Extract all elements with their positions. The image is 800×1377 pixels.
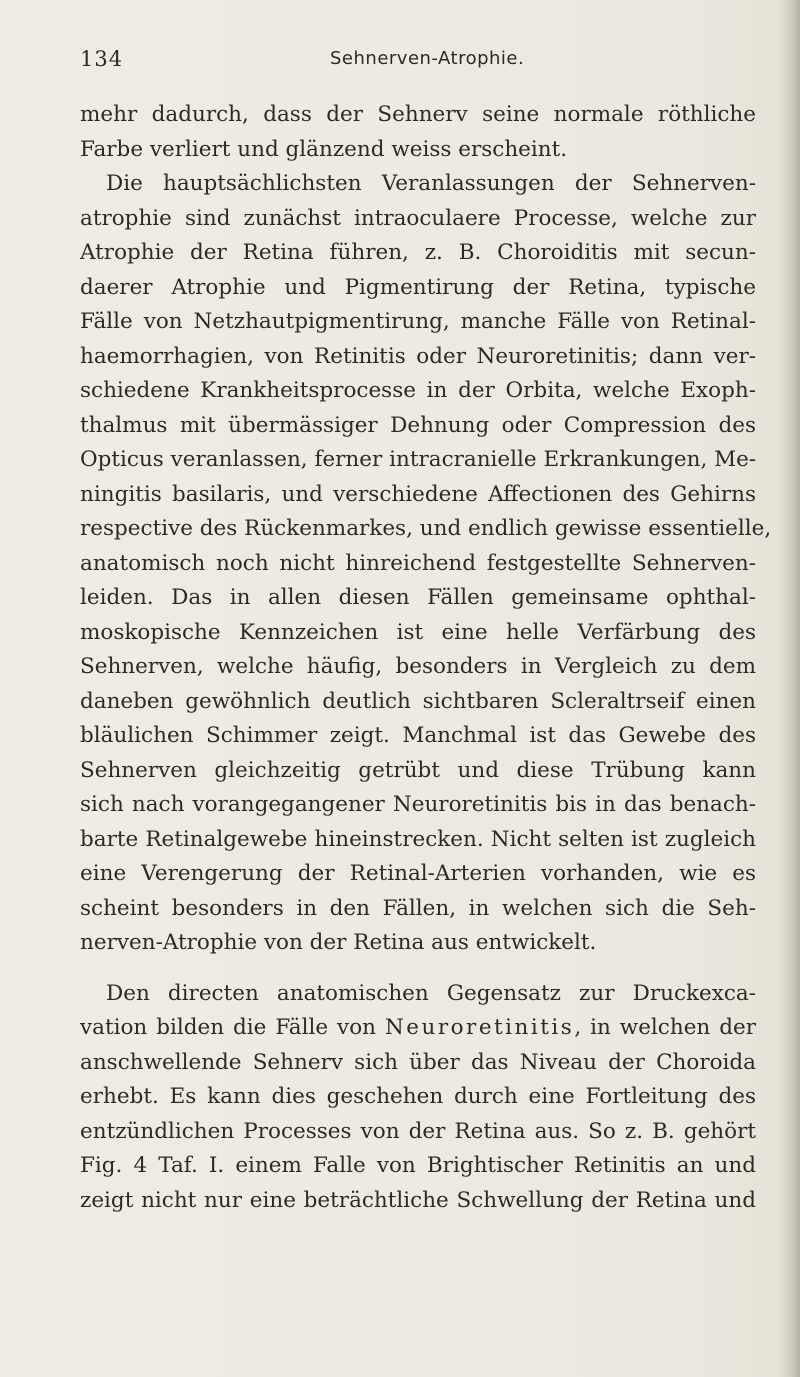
paragraph-spacer bbox=[80, 961, 756, 977]
text-line: nerven-Atrophie von der Retina aus entwickelt. bbox=[80, 930, 597, 955]
text-line: anatomisch noch nicht hinreichend festgestellte Sehnerven- bbox=[80, 550, 756, 576]
page-header bbox=[80, 47, 720, 77]
text-line: zeigt nicht nur eine beträchtliche Schwellung der Retina und bbox=[80, 1187, 756, 1213]
text-fragment: vation bilden die Fälle von bbox=[80, 1015, 385, 1040]
text-line: Sehnerven, welche häufig, besonders in Vergleich zu dem bbox=[80, 654, 756, 679]
text-line: Fig. 4 Taf. I. einem Falle von Brightischer Retinitis an und bbox=[80, 1153, 756, 1178]
text-line: respective des Rückenmarkes, und endlich gewisse essentielle, bbox=[80, 516, 772, 541]
text-line: bläulichen Schimmer zeigt. Manchmal ist das Gewebe des bbox=[80, 723, 756, 748]
paragraph-2 bbox=[80, 167, 772, 961]
paragraph-1 bbox=[80, 98, 756, 167]
text-line: Farbe verliert und glänzend weiss erscheint. bbox=[80, 136, 568, 162]
paragraph-3 bbox=[80, 977, 756, 1219]
text-line: anschwellende Sehnerv sich über das Niveau der Choroida bbox=[80, 1049, 756, 1075]
emphasized-term: Neuroretinitis bbox=[384, 1015, 575, 1040]
page-number: 134 bbox=[80, 47, 124, 71]
text-line: erhebt. Es kann dies geschehen durch eine Fortleitung des bbox=[80, 1084, 756, 1109]
text-line: scheint besonders in den Fällen, in welchen sich die Seh- bbox=[80, 895, 756, 921]
text-line: entzündlichen Processes von der Retina aus. So z. B. gehört bbox=[80, 1118, 756, 1144]
text-line: schiedene Krankheitsprocesse in der Orbita, welche Exoph- bbox=[80, 378, 756, 403]
text-line: barte Retinalgewebe hineinstrecken. Nicht selten ist zugleich bbox=[80, 826, 756, 852]
body-text bbox=[80, 98, 772, 1218]
text-line: Atrophie der Retina führen, z. B. Choroiditis mit secun- bbox=[80, 240, 756, 265]
text-line bbox=[80, 1011, 756, 1046]
text-line: thalmus mit übermässiger Dehnung oder Compression des bbox=[80, 412, 756, 438]
text-line: atrophie sind zunächst intraoculaere Processe, welche zur bbox=[80, 205, 756, 231]
text-line: Fälle von Netzhautpigmentirung, manche Fälle von Retinal- bbox=[80, 309, 756, 334]
text-line: moskopische Kennzeichen ist eine helle Verfärbung des bbox=[80, 619, 756, 645]
text-line: mehr dadurch, dass der Sehnerv seine normale röthliche bbox=[80, 102, 756, 127]
text-line: Opticus veranlassen, ferner intracranielle Erkrankungen, Me- bbox=[80, 447, 757, 472]
text-line: eine Verengerung der Retinal-Arterien vorhanden, wie es bbox=[80, 861, 756, 886]
text-line: daneben gewöhnlich deutlich sichtbaren Scleraltrseif einen bbox=[80, 688, 756, 714]
text-line: haemorrhagien, von Retinitis oder Neuroretinitis; dann ver- bbox=[80, 343, 756, 369]
text-line: Sehnerven gleichzeitig getrübt und diese Trübung kann bbox=[80, 757, 756, 783]
text-line: sich nach vorangegangener Neuroretinitis bis in das benach- bbox=[80, 792, 756, 817]
running-head: Sehnerven-Atrophie. bbox=[330, 48, 525, 69]
text-line: daerer Atrophie und Pigmentirung der Retina, typische bbox=[80, 274, 756, 300]
page-edge-shadow bbox=[778, 0, 800, 1377]
text-line: Die hauptsächlichsten Veranlassungen der Sehnerven- bbox=[106, 171, 756, 196]
text-line: leiden. Das in allen diesen Fällen gemeinsame ophthal- bbox=[80, 585, 756, 610]
text-fragment: , in welchen der bbox=[574, 1015, 756, 1040]
text-line: Den directen anatomischen Gegensatz zur Druckexca- bbox=[106, 980, 756, 1006]
text-line: ningitis basilaris, und verschiedene Affectionen des Gehirns bbox=[80, 481, 756, 507]
